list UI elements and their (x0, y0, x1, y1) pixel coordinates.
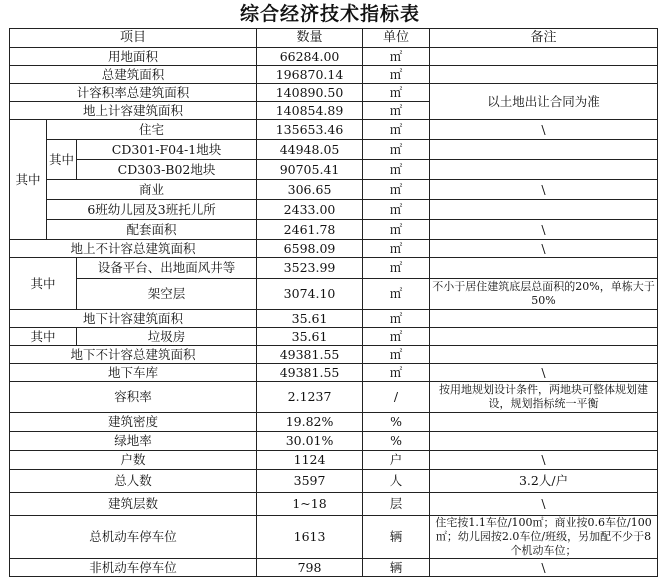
item-cell: 地下计容建筑面积 (10, 310, 257, 328)
value-cell: 1~18 (257, 493, 363, 516)
value-cell: 35.61 (257, 310, 363, 328)
unit-cell: ㎡ (363, 346, 430, 364)
remark-cell (430, 140, 658, 160)
unit-cell: ㎡ (363, 120, 430, 140)
remark-cell: 住宅按1.1车位/100㎡；商业按0.6车位/100㎡；幼儿园按2.0车位/班级，另加配不少于8个机动车位； (430, 516, 658, 559)
table-row (10, 451, 658, 470)
table-row (10, 413, 658, 432)
table-row (10, 432, 658, 451)
remark-cell (430, 200, 658, 220)
value-cell: 3074.10 (257, 279, 363, 310)
table-row (10, 48, 658, 66)
value-cell: 49381.55 (257, 364, 363, 382)
unit-cell: ㎡ (363, 310, 430, 328)
table-row (10, 200, 658, 220)
item-cell: 用地面积 (10, 48, 257, 66)
remark-cell (430, 413, 658, 432)
value-cell: 44948.05 (257, 140, 363, 160)
table-row (10, 516, 658, 559)
table-row (10, 279, 658, 310)
table-row (10, 310, 658, 328)
table-row (10, 140, 658, 160)
item-cell: 垃圾房 (77, 328, 257, 346)
remark-cell (430, 310, 658, 328)
value-cell: 798 (257, 559, 363, 577)
remark-cell: 按用地规划设计条件，两地块可整体规划建设，规划指标统一平衡 (430, 382, 658, 413)
unit-cell: ㎡ (363, 84, 430, 102)
qizhong-subgroup-label: 其中 (47, 140, 77, 180)
table-row (10, 328, 658, 346)
item-cell: 地下不计容总建筑面积 (10, 346, 257, 364)
table-row (10, 84, 658, 102)
indicator-table (9, 28, 658, 577)
table-row (10, 346, 658, 364)
value-cell: 140890.50 (257, 84, 363, 102)
remark-cell: \ (430, 120, 658, 140)
unit-cell: ㎡ (363, 160, 430, 180)
remark-cell (430, 66, 658, 84)
remark-cell: \ (430, 220, 658, 240)
item-cell: 建筑层数 (10, 493, 257, 516)
unit-cell: ㎡ (363, 180, 430, 200)
remark-cell: \ (430, 493, 658, 516)
table-row (10, 180, 658, 200)
table-row (10, 66, 658, 84)
unit-cell: 人 (363, 470, 430, 493)
value-cell: 306.65 (257, 180, 363, 200)
qizhong-group-label: 其中 (10, 120, 47, 240)
item-cell: 容积率 (10, 382, 257, 413)
value-cell: 35.61 (257, 328, 363, 346)
item-cell: 计容积率总建筑面积 (10, 84, 257, 102)
table-row (10, 382, 658, 413)
remark-cell: \ (430, 559, 658, 577)
unit-cell: 辆 (363, 516, 430, 559)
unit-cell: 辆 (363, 559, 430, 577)
item-cell: 架空层 (77, 279, 257, 310)
value-cell: 3597 (257, 470, 363, 493)
remark-cell: \ (430, 451, 658, 470)
unit-cell: 户 (363, 451, 430, 470)
value-cell: 196870.14 (257, 66, 363, 84)
value-cell: 90705.41 (257, 160, 363, 180)
item-cell: 设备平台、出地面风井等 (77, 258, 257, 279)
table-row (10, 120, 658, 140)
remark-cell (430, 258, 658, 279)
table-row (10, 364, 658, 382)
qizhong-group-label: 其中 (10, 258, 77, 310)
table-row (10, 559, 658, 577)
unit-cell: % (363, 432, 430, 451)
table-row (10, 240, 658, 258)
unit-cell: ㎡ (363, 328, 430, 346)
item-cell: 6班幼儿园及3班托儿所 (47, 200, 257, 220)
value-cell: 30.01% (257, 432, 363, 451)
value-cell: 140854.89 (257, 102, 363, 120)
value-cell: 1124 (257, 451, 363, 470)
header-item: 项目 (10, 29, 257, 48)
header-remark: 备注 (430, 29, 658, 48)
item-cell: 总机动车停车位 (10, 516, 257, 559)
item-cell: 建筑密度 (10, 413, 257, 432)
value-cell: 49381.55 (257, 346, 363, 364)
item-cell: 地上计容建筑面积 (10, 102, 257, 120)
item-cell: 地上不计容总建筑面积 (10, 240, 257, 258)
remark-cell (430, 432, 658, 451)
item-cell: 绿地率 (10, 432, 257, 451)
unit-cell: ㎡ (363, 200, 430, 220)
value-cell: 3523.99 (257, 258, 363, 279)
unit-cell: ㎡ (363, 240, 430, 258)
unit-cell: ㎡ (363, 102, 430, 120)
value-cell: 2433.00 (257, 200, 363, 220)
remark-cell: 不小于居住建筑底层总面积的20%，单栋大于50% (430, 279, 658, 310)
remark-cell: \ (430, 180, 658, 200)
item-cell: CD303-B02地块 (77, 160, 257, 180)
unit-cell: / (363, 382, 430, 413)
remark-cell: \ (430, 364, 658, 382)
value-cell: 1613 (257, 516, 363, 559)
qizhong-group-label: 其中 (10, 328, 77, 346)
remark-cell: 以土地出让合同为准 (430, 84, 658, 120)
remark-cell (430, 346, 658, 364)
item-cell: 总人数 (10, 470, 257, 493)
value-cell: 6598.09 (257, 240, 363, 258)
item-cell: 户数 (10, 451, 257, 470)
table-row (10, 160, 658, 180)
unit-cell: ㎡ (363, 258, 430, 279)
item-cell: 住宅 (47, 120, 257, 140)
header-unit: 单位 (363, 29, 430, 48)
remark-cell: 3.2人/户 (430, 470, 658, 493)
value-cell: 2.1237 (257, 382, 363, 413)
unit-cell: ㎡ (363, 140, 430, 160)
item-cell: 总建筑面积 (10, 66, 257, 84)
item-cell: 地下车库 (10, 364, 257, 382)
item-cell: 配套面积 (47, 220, 257, 240)
unit-cell: % (363, 413, 430, 432)
table-row (10, 493, 658, 516)
table-row (10, 258, 658, 279)
header-row (10, 29, 658, 48)
unit-cell: ㎡ (363, 48, 430, 66)
unit-cell: 层 (363, 493, 430, 516)
header-quantity: 数量 (257, 29, 363, 48)
item-cell: CD301-F04-1地块 (77, 140, 257, 160)
unit-cell: ㎡ (363, 364, 430, 382)
page-title: 综合经济技术指标表 (239, 3, 420, 25)
item-cell: 商业 (47, 180, 257, 200)
item-cell: 非机动车停车位 (10, 559, 257, 577)
value-cell: 135653.46 (257, 120, 363, 140)
remark-cell (430, 160, 658, 180)
remark-cell (430, 328, 658, 346)
unit-cell: ㎡ (363, 220, 430, 240)
unit-cell: ㎡ (363, 66, 430, 84)
value-cell: 19.82% (257, 413, 363, 432)
remark-cell: \ (430, 240, 658, 258)
remark-cell (430, 48, 658, 66)
table-row (10, 220, 658, 240)
value-cell: 2461.78 (257, 220, 363, 240)
unit-cell: ㎡ (363, 279, 430, 310)
value-cell: 66284.00 (257, 48, 363, 66)
table-row (10, 470, 658, 493)
